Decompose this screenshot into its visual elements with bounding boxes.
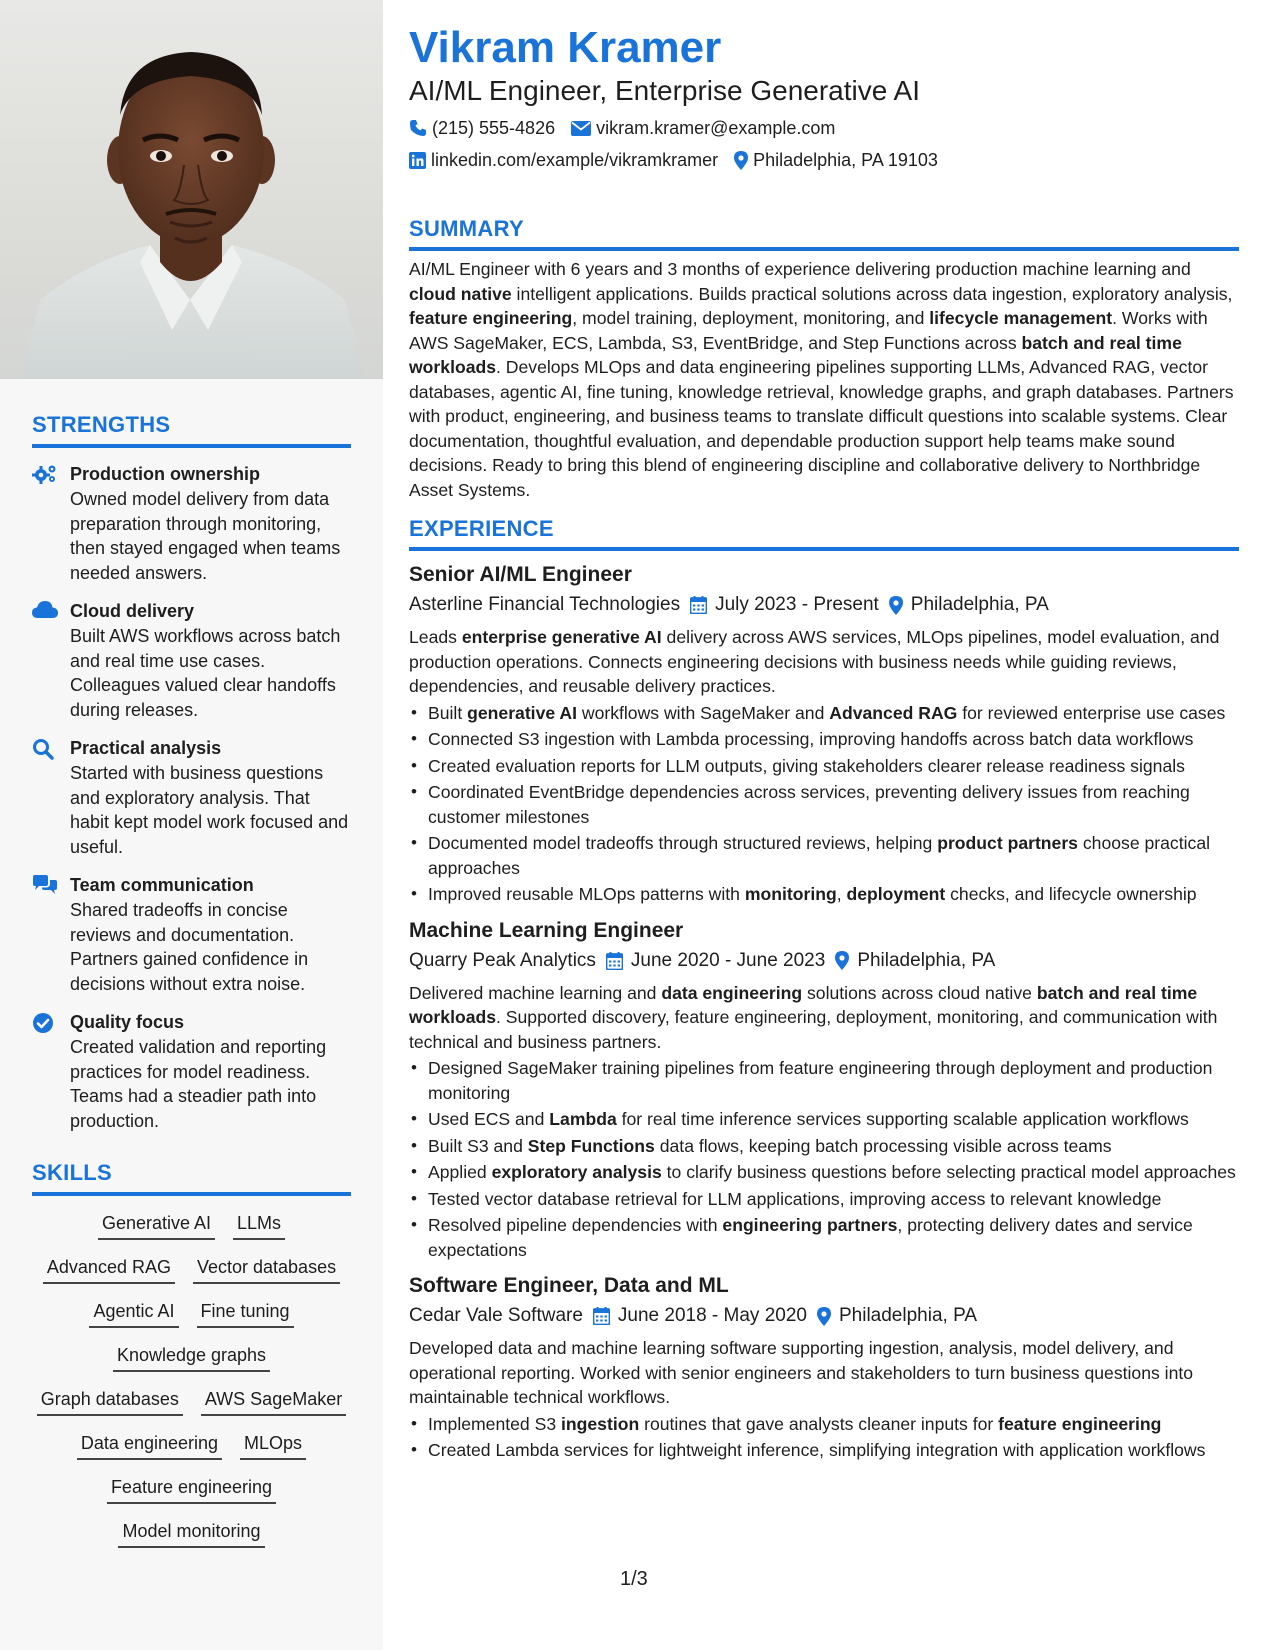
job-description [409,981,1239,1055]
job-bullet [409,1107,1239,1132]
text-run: Tested vector database retrieval for LLM applications, improving access to relevant knowledge [428,1188,1162,1209]
strength-title: Team communication [70,875,254,895]
profile-photo [0,0,383,379]
text-run: for reviewed enterprise use cases [957,702,1226,723]
job-bullets [409,701,1239,907]
skill-row [32,1476,351,1504]
skill-tag: Agentic AI [89,1300,178,1328]
emphasis-text: batch and real time workloads [409,332,1182,377]
emphasis-text: cloud native [409,283,512,304]
calendar-icon [593,1307,610,1325]
strength-title: Cloud delivery [70,601,195,621]
skills-section [32,1160,351,1548]
summary-text [409,257,1239,502]
summary-heading: SUMMARY [409,216,1239,251]
text-run: Leads [409,627,462,647]
strength-title: Production ownership [70,464,261,484]
text-run: data flows, keeping batch processing visible across teams [654,1135,1112,1156]
strength-item [32,599,351,722]
job-bullets [409,1056,1239,1262]
skill-tag: MLOps [240,1432,306,1460]
contact-linkedin[interactable] [409,148,718,172]
job-company: Quarry Peak Analytics [409,949,596,971]
emphasis-text: generative AI [467,702,577,723]
emphasis-text: data engineering [661,982,803,1003]
text-run: Designed SageMaker training pipelines from feature engineering through deployment and production monitoring [428,1058,1213,1103]
text-run: workflows with SageMaker and [576,702,830,723]
job-headline: AI/ML Engineer, Enterprise Generative AI [409,75,921,106]
sidebar [0,0,383,1650]
job-dates-wrap [606,947,825,975]
skill-tag: Feature engineering [107,1476,276,1504]
skill-tag: Graph databases [37,1388,183,1416]
skill-tag: Data engineering [77,1432,222,1460]
email-text: vikram.kramer@example.com [596,118,836,138]
emphasis-text: enterprise generative AI [461,627,662,647]
skill-tag: Knowledge graphs [113,1344,270,1372]
job-company: Asterline Financial Technologies [409,594,681,615]
job-description [409,1336,1239,1410]
job-bullet [409,1187,1239,1212]
text-run: Developed data and machine learning software supporting ingestion, analysis, model delivery, and operational reporting. Worked with senior engineers and stakeholders to turn business questions into maintainable technical workflows. [409,1338,1194,1407]
emphasis-text: batch and real time workloads [409,982,1198,1027]
text-run: Connected S3 ingestion with Lambda processing, improving handoffs across batch data workflows [428,729,1194,749]
page-number: 1/3 [620,1568,648,1590]
strength-title: Quality focus [70,1012,185,1032]
job-entry [409,917,1239,1263]
job-bullet [409,1056,1239,1105]
text-run: Resolved pipeline dependencies with [428,1215,723,1235]
text-run: , [836,884,847,904]
strengths-section [32,412,351,1133]
text-run: . Develops MLOps and data engineering pipelines supporting LLMs, Advanced RAG, vector databases, agentic AI, fine tuning, knowledge retrieval, knowledge graphs, and graph databases. Partners with product, engineering, and business teams to translate difficult questions into scalable systems. Clear documentation, thoughtful evaluation, and dependable production support help teams make sound decisions. Ready to bring this blend of engineering discipline and collaborative delivery to Northbridge Asset Systems. [409,357,1234,500]
job-dates-wrap [690,591,879,619]
job-location: Philadelphia, PA [910,594,1049,615]
emphasis-text: lifecycle management [929,308,1113,328]
text-run: routines that gave analysts cleaner inputs for [639,1413,999,1434]
job-dates: June 2018 - May 2020 [617,1305,807,1326]
job-bullet [409,754,1239,779]
location-text: Philadelphia, PA 19103 [753,150,938,170]
contact-email[interactable] [571,116,835,140]
emphasis-text: feature engineering [998,1413,1162,1434]
strength-desc: Shared tradeoffs in concise reviews and documentation. Partners gained confidence in decisions without extra noise. [70,900,309,994]
job-meta [409,591,1239,619]
phone-text: (215) 555-4826 [432,118,556,138]
search-icon [32,736,70,859]
job-entry [409,561,1239,907]
job-bullet [409,1160,1239,1185]
job-location: Philadelphia, PA [838,1305,978,1326]
skill-tag: LLMs [233,1212,285,1240]
job-title: Machine Learning Engineer [409,918,684,942]
text-run: solutions across cloud native [802,982,1037,1003]
portrait-illustration [0,0,383,379]
linkedin-icon [409,152,426,169]
job-dates: June 2020 - June 2023 [630,949,826,971]
job-description [409,625,1239,699]
job-bullet [409,882,1239,907]
text-run: . Supported discovery, feature engineering, deployment, monitoring, and communication with technical and business partners. [409,1007,1218,1052]
comments-icon [32,873,70,996]
job-entry [409,1272,1239,1463]
experience-list [409,561,1239,1463]
skill-row [32,1256,351,1284]
job-meta [409,1302,1239,1330]
job-bullet [409,831,1239,880]
emphasis-text: Advanced RAG [829,702,958,723]
gears-icon [32,462,70,585]
experience-heading: EXPERIENCE [409,516,1239,551]
job-location: Philadelphia, PA [857,949,996,971]
emphasis-text: Lambda [549,1109,617,1129]
skill-row [32,1300,351,1328]
skill-row [32,1432,351,1460]
envelope-icon [571,121,591,136]
cloud-icon [32,599,70,722]
emphasis-text: monitoring [744,884,837,904]
strength-title: Practical analysis [70,738,222,758]
calendar-icon [690,596,707,614]
skill-row [32,1344,351,1372]
text-run: Applied [428,1162,492,1182]
text-run: Documented model tradeoffs through structured reviews, helping [428,833,938,853]
text-run: checks, and lifecycle ownership [945,884,1197,904]
strength-item [32,1010,351,1133]
job-bullet [409,1134,1239,1159]
strengths-heading: STRENGTHS [32,412,351,448]
emphasis-text: exploratory analysis [491,1162,662,1182]
text-run: Used ECS and [428,1109,550,1129]
emphasis-text: feature engineering [409,308,573,328]
strength-desc: Built AWS workflows across batch and real time use cases. Colleagues valued clear handoffs during releases. [70,626,341,720]
phone-icon [409,119,427,137]
job-bullet [409,727,1239,752]
text-run: . Works with AWS SageMaker, ECS, Lambda, S3, EventBridge, and Step Functions across [409,308,1208,353]
job-meta [409,947,1239,975]
job-bullet [409,1438,1239,1463]
contact-row [409,116,1239,140]
strength-item [32,873,351,996]
text-run: intelligent applications. Builds practical solutions across data ingestion, exploratory analysis, [511,283,1233,304]
text-run: , protecting delivery dates and service expectations [428,1215,1193,1260]
text-run: to clarify business questions before selecting practical model approaches [661,1162,1236,1182]
emphasis-text: Step Functions [527,1135,655,1156]
map-pin-icon [835,951,849,970]
text-run: AI/ML Engineer with 6 years and 3 months of experience delivering production machine learning and [409,259,1191,279]
job-bullets [409,1412,1239,1463]
candidate-name: Vikram Kramer [409,23,722,72]
strength-item [32,462,351,585]
map-pin-icon [817,1307,831,1326]
job-bullet [409,1412,1239,1437]
job-bullet [409,701,1239,726]
check-circle-icon [32,1010,70,1133]
strength-item [32,736,351,859]
map-pin-icon [889,596,903,615]
contact-row [409,148,1239,172]
job-dates-wrap [593,1302,807,1330]
job-location-wrap [889,591,1049,619]
skill-tag: Vector databases [193,1256,340,1284]
main-content [409,22,1239,1463]
skill-tag: Generative AI [98,1212,215,1240]
text-run: , model training, deployment, monitoring, and [572,308,930,328]
text-run: Created evaluation reports for LLM outputs, giving stakeholders clearer release readiness signals [428,755,1185,776]
skill-row [32,1212,351,1240]
linkedin-text: linkedin.com/example/vikramkramer [431,150,719,170]
skill-row [32,1520,351,1548]
text-run: delivery across AWS services, MLOps pipelines, model evaluation, and production operations. Connects engineering decisions with business needs while guiding reviews, dependencies, and reusable delivery practices. [409,627,1220,696]
emphasis-text: product partners [937,833,1078,853]
contact-location [734,148,938,172]
skills-heading: SKILLS [32,1160,351,1196]
text-run: for real time inference services supporting scalable application workflows [616,1109,1189,1129]
emphasis-text: engineering partners [722,1215,898,1235]
job-dates: July 2023 - Present [715,594,879,615]
strength-desc: Owned model delivery from data preparation through monitoring, then stayed engaged when teams needed answers. [70,489,341,583]
emphasis-text: deployment [846,884,946,904]
text-run: choose practical approaches [428,833,1211,878]
job-title: Senior AI/ML Engineer [409,563,632,586]
job-location-wrap [835,947,995,975]
skill-tag: Fine tuning [197,1300,294,1328]
text-run: Built [428,702,468,723]
text-run: Coordinated EventBridge dependencies across services, preventing delivery issues from reaching customer milestones [428,782,1190,827]
strength-desc: Started with business questions and exploratory analysis. That habit kept model work focused and useful. [70,763,349,857]
job-bullet [409,1213,1239,1262]
text-run: Delivered machine learning and [409,982,662,1003]
text-run: Improved reusable MLOps patterns with [428,884,745,904]
text-run: Created Lambda services for lightweight inference, simplifying integration with application workflows [428,1440,1206,1460]
strength-desc: Created validation and reporting practices for model readiness. Teams had a steadier path into production. [70,1037,327,1131]
emphasis-text: ingestion [561,1413,640,1434]
map-pin-icon [734,151,748,170]
job-title: Software Engineer, Data and ML [409,1274,729,1297]
calendar-icon [606,952,623,970]
text-run: Built S3 and [428,1135,528,1156]
skill-tag: Advanced RAG [43,1256,175,1284]
contact-phone[interactable] [409,116,555,140]
skill-row [32,1388,351,1416]
job-company: Cedar Vale Software [409,1305,583,1326]
skill-tag: AWS SageMaker [201,1388,346,1416]
job-location-wrap [817,1302,977,1330]
text-run: Implemented S3 [428,1413,562,1434]
skill-tag: Model monitoring [118,1520,264,1548]
job-bullet [409,780,1239,829]
